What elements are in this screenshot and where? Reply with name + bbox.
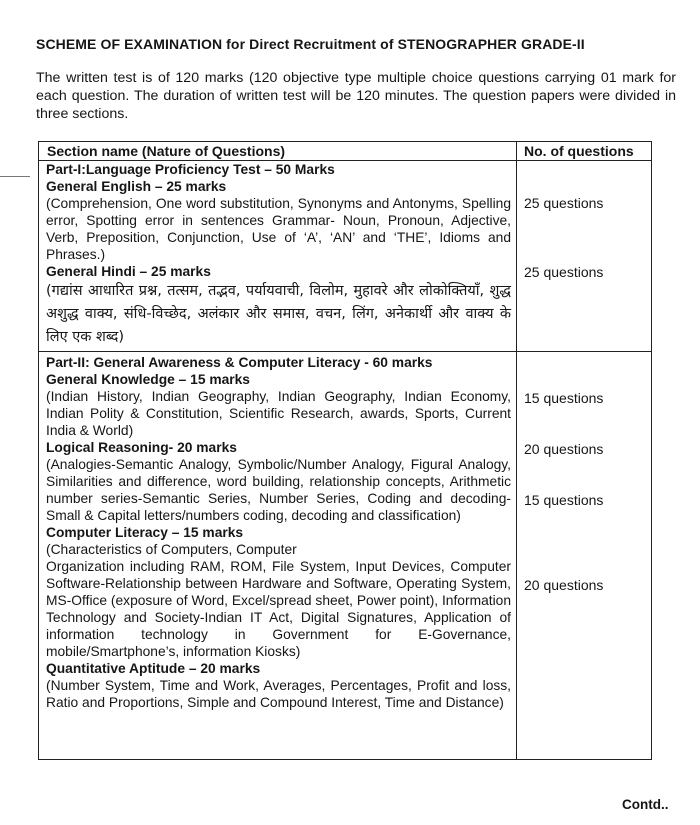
cl-question-count: 20 questions (524, 577, 604, 593)
gk-title: General Knowledge – 15 marks (46, 372, 250, 387)
lr-title: Logical Reasoning- 20 marks (46, 440, 237, 455)
cl-question-count-mid: 15 questions (524, 492, 604, 508)
hindi-description: (गद्यांस आधारित प्रश्न, तत्सम, तद्भव, पर्यायवाची, विलोम, मुहावरे और लोकोक्तियाँ, शुद्ध अशुद्ध वाक्य, संधि-विच्छेद, अलंकार और समास, वचन, लिंग, अनेकार्थी और वाक्य के लिए एक शब्द) (46, 283, 511, 345)
continued-note: Contd.. (622, 797, 669, 812)
english-title: General English – 25 marks (46, 179, 227, 194)
part1-title: Part-I:Language Proficiency Test – 50 Marks (46, 162, 335, 177)
exam-scheme-table (38, 141, 652, 760)
cl-description: Organization including RAM, ROM, File System, Input Devices, Computer Software-Relationship between Hardware and Software, Operating System, MS-Office (exposure of Word, Excel/spread sheet, Power point), Information Technology and Society-Indian IT Act, Digital Signatures, Application of information technology in Government for E-Governance, mobile/Smartphone’s, information Kiosks) (46, 559, 511, 659)
qa-title: Quantitative Aptitude – 20 marks (46, 661, 261, 676)
scan-artifact-line (0, 176, 30, 177)
table-header-row (39, 142, 651, 161)
column-divider (516, 142, 517, 759)
qa-description: (Number System, Time and Work, Averages, Percentages, Profit and loss, Ratio and Proportions, Simple and Compound Interest, Time and Distance) (46, 678, 511, 710)
part1-cell (46, 161, 511, 349)
english-question-count: 25 questions (524, 195, 604, 211)
lr-description: (Analogies-Semantic Analogy, Symbolic/Number Analogy, Figural Analogy, Similarities and difference, word building, relationship concepts, Arithmetic number series-Semantic Series, Number Series, Coding and decoding- Small & Capital letters/numbers coding, decoding and classification) (46, 457, 511, 523)
intro-paragraph: The written test is of 120 marks (120 objective type multiple choice questions carrying 01 mark for each question. The duration of written test will be 120 minutes. The question papers were divided in three sections. (36, 70, 676, 122)
header-section-name: Section name (Nature of Questions) (47, 143, 286, 159)
cl-description-line1: (Characteristics of Computers, Computer (46, 542, 297, 557)
header-question-count: No. of questions (524, 143, 634, 159)
lr-question-count: 20 questions (524, 441, 604, 457)
page-title: SCHEME OF EXAMINATION for Direct Recruitment of STENOGRAPHER GRADE-II (36, 36, 585, 52)
cl-title: Computer Literacy – 15 marks (46, 525, 244, 540)
gk-question-count: 15 questions (524, 390, 604, 406)
part2-title: Part-II: General Awareness & Computer Literacy - 60 marks (46, 355, 433, 370)
hindi-title: General Hindi – 25 marks (46, 264, 211, 279)
hindi-question-count: 25 questions (524, 264, 604, 280)
section-separator (39, 351, 651, 352)
part2-cell (46, 354, 511, 711)
english-description: (Comprehension, One word substitution, Synonyms and Antonyms, Spelling error, Spotting error in sentences Grammar- Noun, Pronoun, Adjective, Verb, Preposition, Conjunction, Use of ‘A’, ‘AN’ and ‘THE’, Idioms and Phrases.) (46, 196, 511, 262)
gk-description: (Indian History, Indian Geography, Indian Geography, Indian Economy, Indian Polity & Constitution, Scientific Research, awards, Sports, Current India & World) (46, 389, 511, 438)
